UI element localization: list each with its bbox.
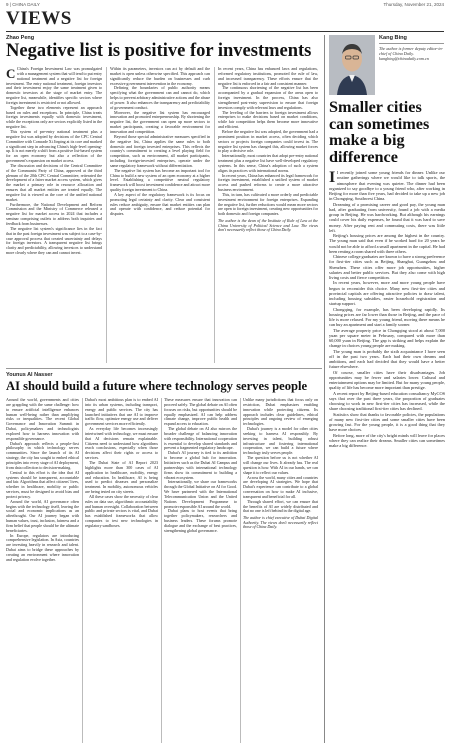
- author-rule: [379, 43, 444, 44]
- section-title: VIEWS: [6, 8, 72, 29]
- column-divider: [214, 67, 215, 363]
- drop-cap: I: [329, 170, 336, 186]
- bottom-article-col-1: Around the world, governments and cities are grappling with the same challenge: how to ensure artificial intelligence enhances human well-being rather than amplifying risks or inequalities. The recent Global Governance and Innovation Summit in Dubai, policymakers and technologists explored how to harness innovation with responsible governance. Dubai's approach reflects a people-first philosophy in which technology serves communities. Since the launch of its AI strategy, the city has sought to embed ethical principles into every stage of AI deployment, from data collection to decision-making. Central to this effort is the idea that AI systems should be transparent, accountable and fair. Algorithms that affect citizens' lives, whether in healthcare, mobility or public services, must be designed to avoid bias and protect privacy. Around the world, AI governance often begins with the technology itself, leaving the social and economic implications as an afterthought. Our AI journey began with human values, trust, inclusion, fairness and a firm belief that people should be the ultimate beneficiaries. In Europe, regulators are introducing comprehensive legislation. In Asia, countries are investing heavily in research and talent. Dubai aims to bridge these approaches by creating an environment where innovation and regulation evolve together.: [6, 398, 79, 562]
- top-article-author-note: The author is the dean of the Institute of Rule of Law at the China University of Political Science and Law. The views don't necessarily reflect those of China Daily.: [218, 217, 318, 233]
- bottom-article-col-2: Dubai's most ambitious plan is to embed AI into its urban systems, including transport, energy and public services. The city has launched initiatives that use AI to improve traffic flow, optimize energy use and deliver government services more efficiently. As everyday life becomes increasingly intertwined with technology, we must ensure that AI decisions remain explainable. Citizens need to understand how algorithms reach conclusions, especially when those decisions affect their rights or access to services. The Dubai State of AI Report 2023 highlights more than 300 cases of AI application in healthcare, mobility, energy and education. In healthcare, AI is being used to predict diseases and personalize treatment. In mobility, autonomous vehicles are being tested on city streets. All these cases show the necessity of clear rules on data use, algorithmic accountability and human oversight. Collaboration between public and private sectors is vital, and Dubai has established frameworks that allow companies to test new technologies in regulatory sandboxes.: [85, 398, 158, 528]
- column-headline: Smaller cities can sometimes make a big difference: [329, 98, 430, 166]
- column-divider: [82, 398, 83, 743]
- masthead-rule: [6, 31, 444, 32]
- bottom-article-col-3: These measures ensure that innovation can proceed safely. The global debate on AI often focuses on risks, but opportunities should be equally emphasized. AI can help address climate change, improve public health and expand access to education. The global debate on AI also mirrors the broader challenge of balancing innovation with responsibility. International cooperation is essential to develop shared standards and prevent a fragmented regulatory landscape. Dubai's AI journey is tied to its ambition to become a global hub for innovation. Initiatives such as the Dubai AI Campus and partnerships with international technology firms show its commitment to building a vibrant ecosystem. Internationally, we share our frameworks through the Global Initiative on AI for Good. We have partnered with the International Telecommunication Union and the United Nations Development Programme to promote responsible AI around the world. Dubai plans to host events that bring together policymakers, researchers and business leaders. These forums promote dialogue and the exchange of best practices, strengthening global governance.: [164, 398, 237, 533]
- top-article-col-2: Within its parameters, investors can act by default and the market is open unless otherwise specified. This approach can significantly reduce the burden on businesses and curb excessive government intervention in the economy. Defining the boundaries of public authority means specifying what the government can and cannot do, which helps to prevent arbitrary administrative actions and the abuse of power. It also enhances the transparency and predictability of government conduct. Moreover, the negative list system has encouraged innovation and promoted entrepreneurship. By shortening the negative list, the government can open up more sectors to market participants, creating a favorable environment for innovation and competition. Beyond those special administrative measures specified in the negative list, China applies the same rules to both domestic and foreign invested enterprises. This reflects the country's commitment to creating a level playing field for competition, such as environment, all market participants, including foreign-invested enterprises, operate under the same regulatory framework without differentiation. The negative list system has become an important tool for China to build a new system of an open economy at a higher level. Establishing a competitive neutral regulatory framework will boost investment confidence and attract more quality foreign investment to China. A key aspect of the regulatory framework is its focus on promoting legal certainty and clarity. Clear and consistent rules reduce ambiguity, ensure that market entities can plan and operate with confidence, and reduce potential for disputes.: [110, 67, 210, 217]
- column-divider: [106, 67, 107, 363]
- top-article-col-1: C China's Foreign Investment Law was promulgated with a management system that will tend to put entry national treatment and a negative list for foreign investment. The entry national treatment, foreign investors and their investment enjoy the same treatment given to domestic investors at the stage of market entry. The negative list, meanwhile, identifies specific sectors where foreign investment is restricted or not allowed. Together these two elements represent an approach based on rules and exceptions. In principle, China treats foreign investments equally with domestic investment, while the exceptions only are sectors explicitly listed in the negative list. This system of pre-entry national treatment plus a negative list was adopted by decisions of the CPC Central Committee with Comrade Xi Jinping at its core and marked a significant step in advancing China's high-level opening-up. It is not merely a shift from a positive list-based system for an open economy but also a reflection of the government's expansion on market access. The discussion and decisions of the Central Committee of the Communist Party of China, approved at the third plenum of the 20th CPC Central Committee, reiterated the development of a fairer market access system, which gives the market a primary role in resource allocation and ensures that all market entities are treated equally. The negative list is viewed as the core of the unified national market. Furthermore, the National Development and Reform Commission and the Ministry of Commerce released a negative list for market access in 2024 that includes a seminar comprising outlets to address both inquiries and feedback from businesses. The negative list system's significance lies in the fact that in the past foreign investment was subject to a case-by-case approval process that created uncertainty and delays for foreign investors. A transparent negative list brings clarity and predictability, allowing investors to understand more clearly where they can and cannot invest.: [6, 67, 102, 256]
- bottom-article-col-4: Unlike many jurisdictions that focus only on restriction, Dubai emphasizes enabling innovation while protecting citizens. Its approach includes clear guidelines, ethical principles and ongoing review of emerging technologies. Dubai's journey is a model for other cities seeking to harness AI responsibly. By investing in talent, building robust infrastructure and fostering international cooperation, we can build a future where technology truly serves people. The question before us is not whether AI will change our lives. It already has. The real question is how. With AI in our hands, we can shape it to reflect our values. Across the world, many cities and countries are developing AI strategies. We hope that Dubai's experience can contribute to a global conversation on how to make AI inclusive, transparent and beneficial for all. Through shared effort, we can ensure that the benefits of AI are widely distributed and that no one is left behind in the digital age. The author is chief executive of Dubai Digital Authority. The views don't necessarily reflect those of China Daily.: [243, 398, 318, 530]
- column-author-note: The author is former deputy editor-in-chief of China Daily. kangbing@chinadaily.com.cn: [379, 46, 444, 61]
- right-column-divider: [324, 35, 325, 743]
- author-photo: [329, 35, 375, 95]
- column-divider: [161, 398, 162, 743]
- top-article-byline: Zhao Peng: [6, 35, 35, 41]
- drop-cap: C: [6, 67, 16, 81]
- page-header-line: 9 | CHINA DAILY Thursday, November 21, 2024: [6, 2, 444, 7]
- bottom-article-headline: AI should build a future where technology serves people: [6, 379, 308, 393]
- article-separator: [6, 368, 322, 369]
- column-body: I I recently joined some young friends for dinner. Unlike our routine gatherings where we would like to talk sports, the atmosphere that evening was quieter. The dinner had been organized to say goodbye to a young friend who, after working in Beijing for more than five years, had decided to take up a new job in Chongqing, Southwest China. Dreaming of a promising career and good pay, the young man had, after graduating from university, found a job with a media group in Beijing. He was hardworking. But although his earnings could cover his daily expenses, he found that it was hard to save money. After paying rent and commuting costs, there was little left. Beijing's housing prices are among the highest in the country. The young man said that even if he worked hard for 20 years he would not be able to afford a small apartment in the capital. He had been renting a room shared with three others. Chinese college graduates are known to have a strong preference for first-tier cities such as Beijing, Shanghai, Guangzhou and Shenzhen. These cities offer more job opportunities, higher salaries and better public services. But they also come with high living costs and fierce competition. In recent years, however, more and more young people have begun to reconsider this choice. Many new first-tier cities and provincial capitals are offering attractive policies to draw talent, including housing subsidies, easier household registration and startup support. Chongqing, for example, has been developing rapidly. Its housing prices are far lower than those in Beijing, and the pace of life is more relaxed. For my young friend, moving there means he can buy an apartment and start a family sooner. The average property price in Chongqing stood at about 7,000 yuan per square meter in February, compared with more than 60,000 yuan in Beijing. The gap is striking and helps explain the change in choices young people are making. The young man is probably the sixth acquaintance I have seen off in the past two years. Each had their own dreams and ambitions, and each had decided that they would have a better future elsewhere. Of course, smaller cities have their disadvantages. Job opportunities may be fewer and salaries lower. Cultural and entertainment options may be limited. But for many young people, quality of life has become more important than prestige. A recent report by Beijing-based education consultancy MyCOS says that over the past three years, the proportion of graduates choosing to work in new first-tier cities has increased, while the share choosing traditional first-tier cities has declined. Statistics show that thanks to favorable policies, the populations of many new first-tier cities and some smaller cities have been growing fast. For the young people, it is a good thing that they have more choices. Before long, more of the city's bright minds will leave for places where they can realize their dreams. Smaller cities can sometimes make a big difference.: [329, 170, 445, 448]
- page-number: 9: [6, 2, 9, 7]
- column-author-name: Kang Bing: [379, 35, 407, 41]
- bottom-article-byline: Younus Al Nasser: [6, 372, 53, 378]
- bottom-article-author-note: The author is chief executive of Dubai Digital Authority. The views don't necessarily reflect those of China Daily.: [243, 514, 318, 530]
- issue-date: Thursday, November 21, 2024: [383, 2, 444, 7]
- top-article-headline: Negative list is positive for investments: [6, 41, 312, 61]
- author-portrait: [329, 35, 375, 95]
- top-article-col-3: In recent years, China has enhanced laws and regulations, reformed regulatory institutions, promoted the rule of law, and increased transparency. These efforts ensure that the negative list is enforced in a fair and consistent manner. The continuous shortening of the negative list has been accompanied by a gradual expansion of the areas open to foreign investment. In the process, China has also strengthened post-entry supervision to ensure that foreign investors comply with relevant laws and regulations. The leveling of the barriers to foreign investment allows enterprises to make decisions based on market conditions, while fair competition helps them become more innovative and efficient. Before the negative list was adopted, the government had a prominent position in market access, often deciding which sectors or projects foreign companies could invest in. The negative list system has changed this, allowing market forces to play a decisive role. Internationally, most countries that adopt pre-entry national treatment plus a negative list have well-developed regulatory systems. In this sense, China's adoption of such a system aligns its practices with international norms. In recent years, China has enhanced its legal framework for foreign investment, established a unified system of market access and pushed reforms to create a more attractive business environment. This, in turn, has cultivated a more orderly and predictable investment environment for foreign enterprises. Expanding the negative list, further reductions would mean more sectors are open to foreign investment, creating new opportunities for both domestic and foreign companies. The author is the dean of the Institute of Rule of Law at the China University of Political Science and Law. The views don't necessarily reflect those of China Daily.: [218, 67, 318, 233]
- paper-name: CHINA DAILY: [12, 2, 40, 7]
- column-divider: [240, 398, 241, 743]
